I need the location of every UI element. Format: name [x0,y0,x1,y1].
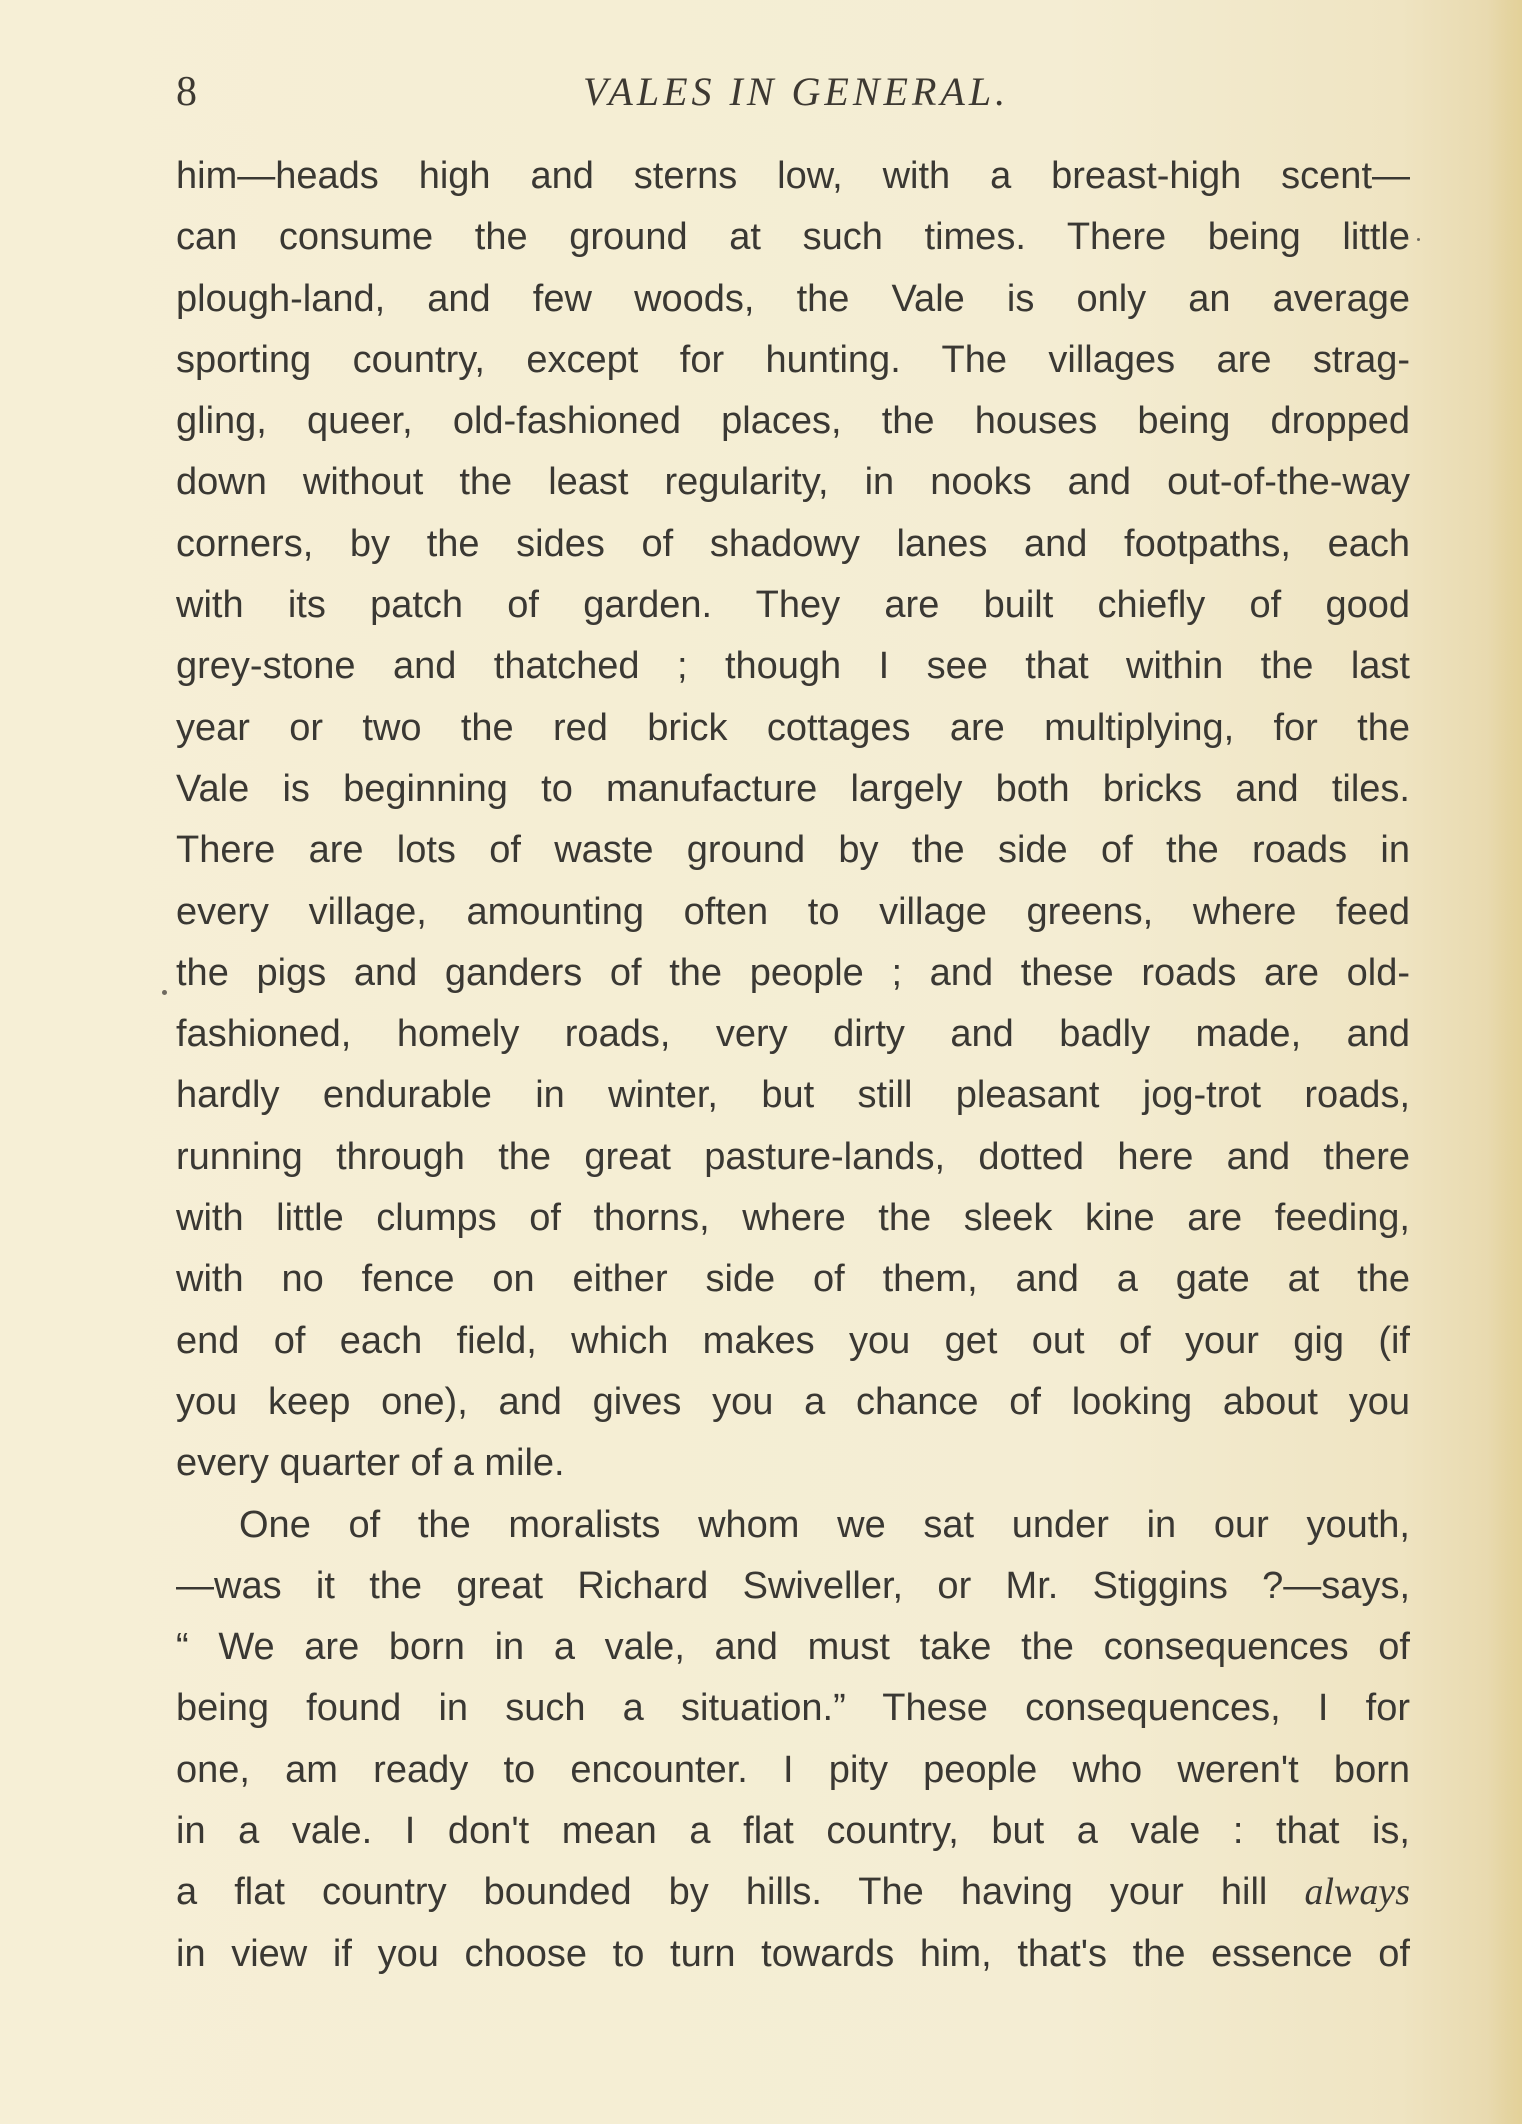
text-line: with little clumps of thorns, where the sleek kine are feeding, [176,1197,1410,1240]
text-line-with-italic [176,1862,1410,1923]
text-segment: a flat country bounded by hills. The having your hill [176,1871,1268,1914]
italic-word: always [1304,1871,1410,1914]
text-line: hardly endurable in winter, but still pleasant jog-trot roads, [176,1074,1410,1117]
text-line: plough-land, and few woods, the Vale is only an average [176,277,1410,320]
page-edge-shading [1488,0,1522,2124]
text-line: fashioned, homely roads, very dirty and badly made, and [176,1013,1410,1056]
text-line: —was it the great Richard Swiveller, or Mr. Stiggins ?—says, [176,1564,1410,1607]
text-line: the pigs and ganders of the people ; and these roads are old- [176,951,1410,994]
text-line: down without the least regularity, in nooks and out-of-the-way [176,461,1410,504]
page-header [176,62,1416,132]
text-line: in view if you choose to turn towards him, that's the essence of [176,1932,1410,1975]
paper-speck [1417,238,1420,241]
text-line: with its patch of garden. They are built chiefly of good [176,584,1410,627]
text-line: grey-stone and thatched ; though I see that within the last [176,645,1410,688]
text-line: can consume the ground at such times. There being little [176,216,1410,259]
text-line: gling, queer, old-fashioned places, the houses being dropped [176,400,1410,443]
text-line: One of the moralists whom we sat under in our youth, [239,1503,1410,1546]
paper-speck [162,990,167,995]
text-line: corners, by the sides of shadowy lanes and footpaths, each [176,522,1410,565]
text-line: him—heads high and sterns low, with a breast-high scent— [176,155,1410,197]
text-line: being found in such a situation.” These consequences, I for [176,1687,1410,1730]
text-line: in a vale. I don't mean a flat country, but a vale : that is, [176,1810,1410,1853]
page-number: 8 [176,69,197,115]
text-line: running through the great pasture-lands, dotted here and there [176,1135,1410,1178]
body-text [176,146,1410,1985]
text-line: sporting country, except for hunting. The villages are strag- [176,338,1410,381]
text-line: every quarter of a mile. [176,1442,565,1485]
text-line: There are lots of waste ground by the side of the roads in [176,829,1410,872]
text-line: every village, amounting often to village greens, where feed [176,890,1410,933]
running-title: VALES IN GENERAL. [582,69,1010,114]
paragraph-2 [176,1495,1410,1985]
text-line: Vale is beginning to manufacture largely both bricks and tiles. [176,767,1410,810]
paragraph-1 [176,146,1410,1495]
text-line: you keep one), and gives you a chance of looking about you [176,1380,1410,1423]
text-line: one, am ready to encounter. I pity people who weren't born [176,1748,1410,1791]
text-line: year or two the red brick cottages are multiplying, for the [176,706,1410,749]
text-line: “ We are born in a vale, and must take the consequences of [176,1626,1410,1669]
text-line: end of each field, which makes you get out of your gig (if [176,1319,1410,1362]
text-line: with no fence on either side of them, and a gate at the [176,1258,1410,1301]
